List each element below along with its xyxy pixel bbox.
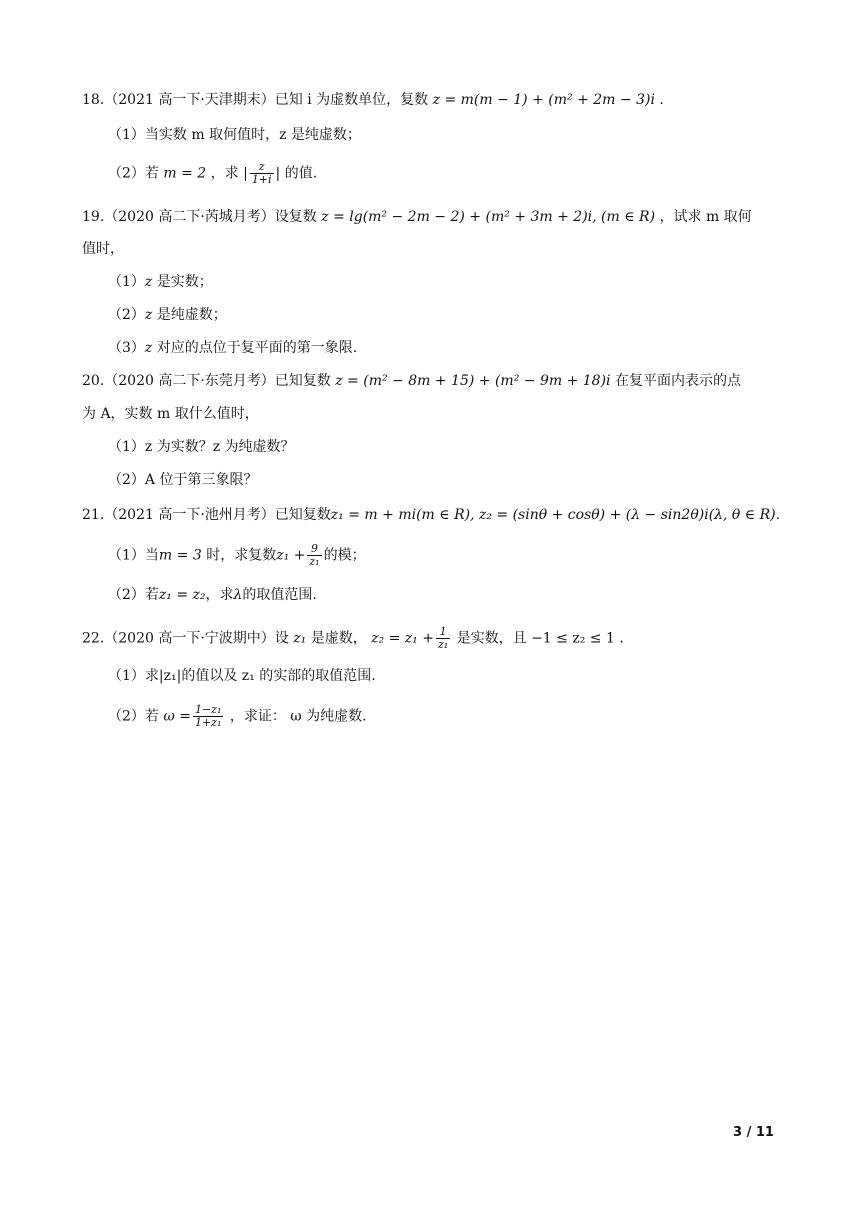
- text: （1）: [108, 274, 145, 290]
- text: 18.（2021 高一下·天津期末）已知 i 为虚数单位，复数: [82, 92, 433, 108]
- page-number: 3 / 11: [733, 1125, 774, 1140]
- formula: z₁: [293, 630, 307, 647]
- text: 21.（2021 高一下·池州月考）已知复数: [82, 507, 331, 523]
- numerator: 1−z₁: [194, 703, 222, 716]
- text: 20.（2020 高二下·东莞月考）已知复数: [82, 373, 336, 389]
- text: （1）当实数 m 取何值时，z 是纯虚数；: [108, 127, 361, 143]
- problem-22-line-1: [82, 625, 624, 651]
- formula: m = 3: [158, 547, 202, 564]
- denominator: z₁: [437, 638, 449, 651]
- problem-18-part-2: [108, 160, 318, 186]
- text: 为 A，实数 m 取什么值时，: [82, 406, 259, 422]
- text: （3）: [108, 340, 145, 356]
- denominator: 1+i: [251, 173, 272, 186]
- problem-19-part-3: [108, 337, 357, 359]
- denominator: z₁: [309, 555, 320, 568]
- text: （2）A 位于第三象限？: [108, 472, 258, 488]
- text: （1）求|z₁|的值以及 z₁ 的实部的取值范围.: [108, 668, 376, 684]
- text: | 的值.: [275, 165, 318, 182]
- problem-21-part-2: [108, 584, 317, 606]
- text: 值时，: [82, 241, 124, 257]
- text: .: [654, 92, 664, 108]
- text: 是纯虚数；: [152, 307, 227, 323]
- problem-19-line-2: [82, 238, 124, 260]
- text: 22.（2020 高一下·宁波期中）设: [82, 630, 294, 647]
- numerator: 1: [436, 626, 450, 639]
- formula: z₂ = z₁ +: [371, 630, 434, 647]
- formula: z: [144, 274, 153, 290]
- denominator: 1+z₁: [194, 716, 222, 729]
- text: ，求证： ω 为纯虚数.: [225, 708, 367, 725]
- text: （1）z 为实数？z 为纯虚数？: [108, 439, 295, 455]
- formula: ω =: [163, 708, 191, 725]
- formula: z: [144, 340, 153, 356]
- problem-22-part-1: [108, 665, 376, 687]
- formula: z = m(m − 1) + (m² + 2m − 3)i: [432, 92, 655, 108]
- text: （2）若: [108, 165, 164, 182]
- formula: z₁ +: [276, 547, 306, 564]
- text: （2）: [108, 307, 145, 323]
- text: （2）若: [108, 587, 159, 603]
- text: 是实数；: [152, 274, 213, 290]
- text: 19.（2020 高二下·芮城月考）设复数: [82, 209, 322, 225]
- problem-18-line-1: [82, 89, 664, 111]
- text: 是虚数，: [306, 630, 372, 647]
- problem-21-part-1: [108, 542, 366, 568]
- text: 的模；: [323, 547, 366, 564]
- formula: λ: [233, 587, 243, 603]
- text: ，求: [205, 587, 234, 603]
- formula: z₁ = z₂: [158, 587, 206, 603]
- problem-19-line-1: [82, 206, 752, 228]
- fraction: [250, 161, 274, 186]
- problem-18-part-1: [108, 124, 361, 146]
- numerator: z: [250, 161, 274, 174]
- text: 对应的点位于复平面的第一象限.: [152, 340, 358, 356]
- problem-19-part-2: [108, 304, 227, 326]
- problem-22-part-2: [108, 703, 367, 729]
- formula: z = lg(m² − 2m − 2) + (m² + 3m + 2)i, (m ∈ R): [321, 209, 656, 225]
- fraction: [193, 704, 223, 729]
- text: 是实数，且 −1 ≤ z₂ ≤ 1 .: [452, 630, 624, 647]
- formula: z: [144, 307, 153, 323]
- text: 时，求复数: [201, 547, 277, 564]
- numerator: 9: [307, 543, 321, 556]
- text: （2）若: [108, 708, 164, 725]
- formula: z₁ = m + mi(m ∈ R), z₂ = (sinθ + cosθ) + (λ − sin2θ)i(λ, θ ∈ R).: [330, 507, 781, 523]
- problem-20-part-1: [108, 436, 295, 458]
- problem-19-part-1: [108, 271, 213, 293]
- text: （1）当: [108, 547, 159, 564]
- text: 的取值范围.: [242, 587, 317, 603]
- fraction: [307, 543, 321, 568]
- formula: m = 2: [163, 165, 207, 182]
- text: ，试求 m 取何: [655, 209, 752, 225]
- text: ，求 |: [206, 165, 248, 182]
- formula: z = (m² − 8m + 15) + (m² − 9m + 18)i: [335, 373, 611, 389]
- problem-21-line-1: [82, 504, 780, 526]
- problem-20-line-2: [82, 403, 259, 425]
- problem-20-line-1: [82, 370, 741, 392]
- fraction: [436, 626, 450, 651]
- text: 在复平面内表示的点: [610, 373, 741, 389]
- problem-20-part-2: [108, 469, 257, 491]
